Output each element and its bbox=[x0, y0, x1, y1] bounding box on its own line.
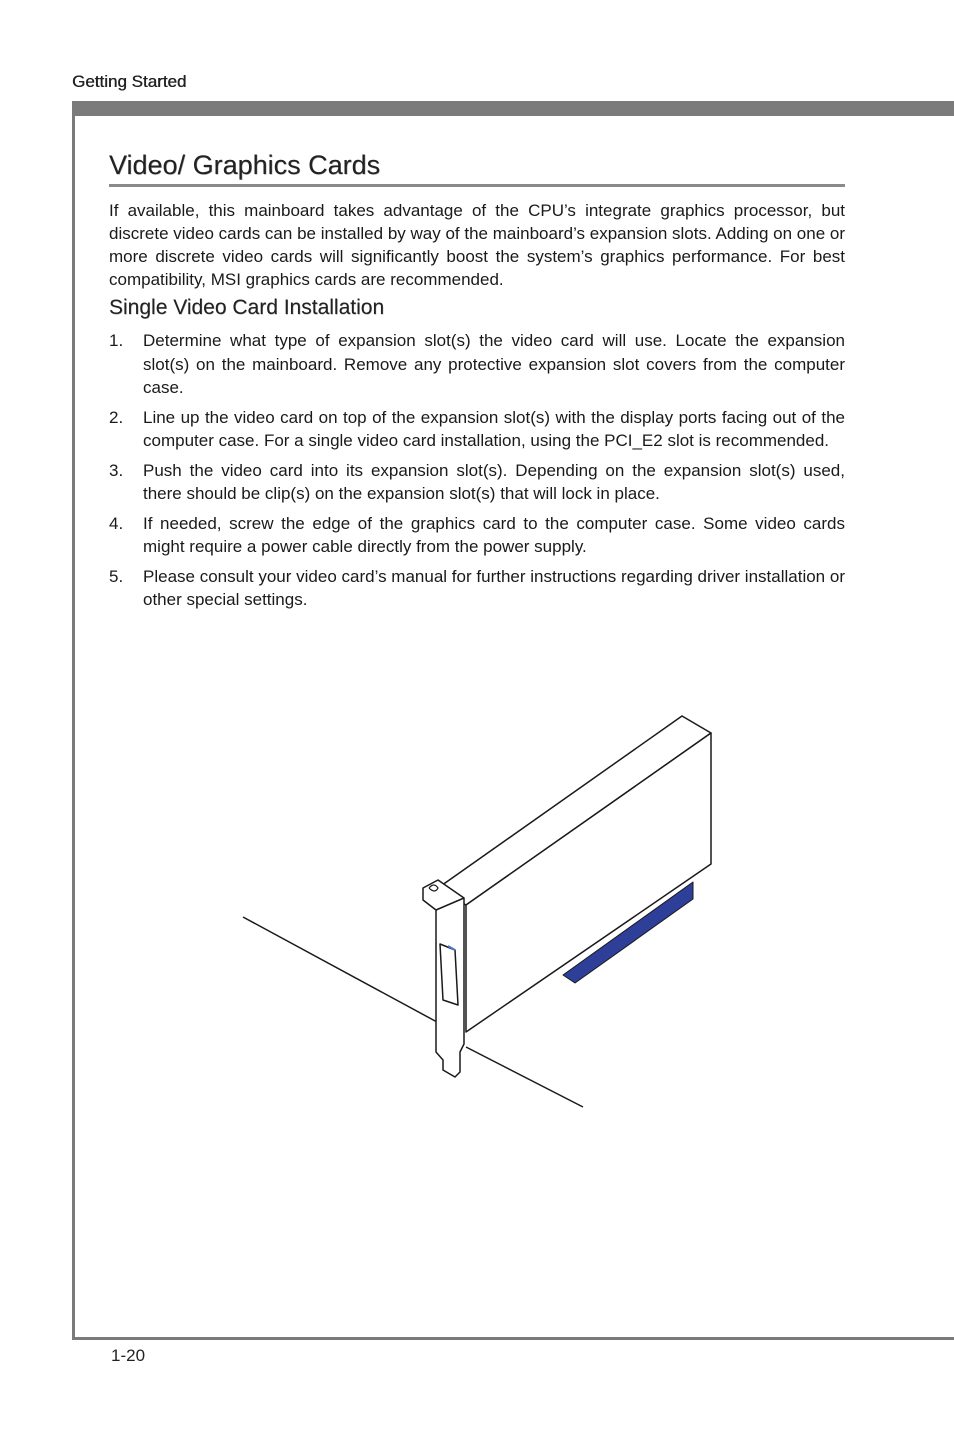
case-edge-line bbox=[243, 917, 437, 1022]
step-text: Determine what type of expansion slot(s) the video card will use. Locate the expansion slot(s) on the mainboard. Remove any protective expansion slot covers from the computer case. bbox=[143, 331, 845, 397]
section-subheading: Single Video Card Installation bbox=[109, 296, 385, 319]
step-number: 5. bbox=[109, 566, 124, 586]
page-number: 1-20 bbox=[111, 1346, 146, 1365]
step-text: Line up the video card on top of the expansion slot(s) with the display ports facing out of the computer case. For a single video card installation, using the PCI_E2 slot is recommended. bbox=[143, 407, 845, 450]
intro-paragraph: If available, this mainboard takes advantage of the CPU’s integrate graphics processor, but discrete video cards can be installed by way of the mainboard’s expansion slots. Adding on one or more discrete video cards will significantly boost the system’s graphics performance. For best compatibility, MSI graphics cards are recommended. bbox=[109, 201, 845, 289]
step-text: Please consult your video card’s manual for further instructions regarding driver installation or other special settings. bbox=[143, 566, 845, 609]
case-edge-line bbox=[466, 1047, 583, 1107]
step-number: 3. bbox=[109, 460, 124, 480]
page-title: Video/ Graphics Cards bbox=[109, 150, 381, 180]
step-text: Push the video card into its expansion slot(s). Depending on the expansion slot(s) used, there should be clip(s) on the expansion slot(s) that will lock in place. bbox=[143, 460, 845, 503]
card-front-face bbox=[466, 733, 711, 1032]
step-text: If needed, screw the edge of the graphics card to the computer case. Some video cards might require a power cable directly from the power supply. bbox=[143, 513, 845, 556]
section-label: Getting Started bbox=[72, 72, 187, 91]
step-number: 2. bbox=[109, 407, 124, 427]
step-number: 4. bbox=[109, 513, 124, 533]
step-number: 1. bbox=[109, 331, 124, 350]
display-port bbox=[440, 944, 458, 1005]
